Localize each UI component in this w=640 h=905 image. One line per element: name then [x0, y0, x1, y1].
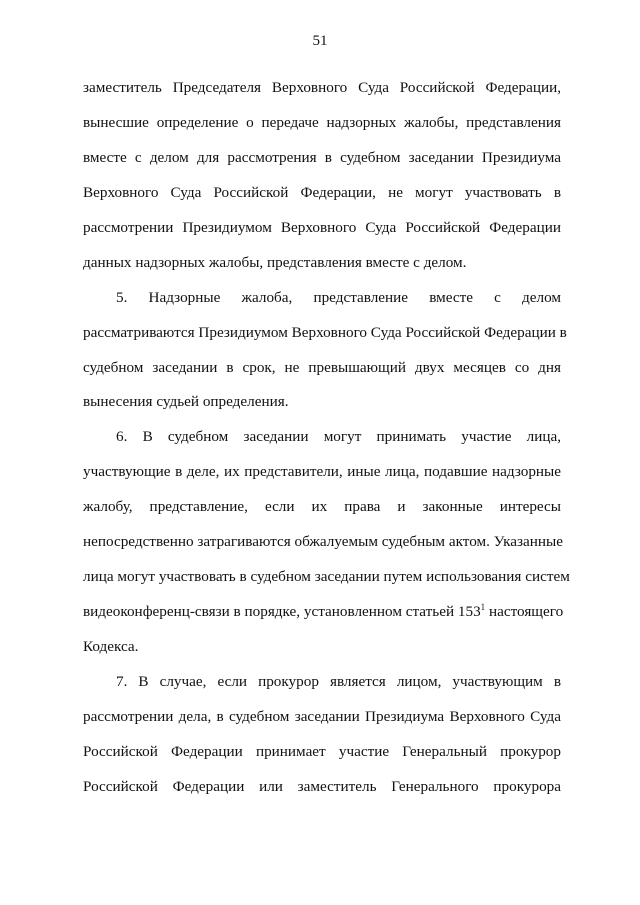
text-line: [83, 148, 561, 168]
text-line: [83, 462, 561, 482]
line-text: вынесшие определение о передаче надзорных жалобы, представления: [83, 114, 561, 131]
line-text: Российской Федерации принимает участие Генеральный прокурор: [83, 743, 561, 760]
line-text: рассмотрении дела, в судебном заседании Президиума Верховного Суда: [83, 708, 561, 725]
text-line: [83, 532, 561, 552]
line-text: видеоконференц-связи в порядке, установленном статьей 153: [83, 603, 481, 620]
text-line: [83, 78, 561, 98]
line-text: 7. В случае, если прокурор является лицом, участвующим в: [116, 673, 561, 690]
line-text: участвующие в деле, их представители, иные лица, подавшие надзорные: [83, 463, 561, 480]
line-text: судебном заседании в срок, не превышающий двух месяцев со дня: [83, 359, 561, 376]
text-line: [83, 742, 561, 762]
text-line: [83, 358, 561, 378]
line-text: жалобу, представление, если их права и законные интересы: [83, 498, 561, 515]
line-text: рассматриваются Президиумом Верховного Суда Российской Федерации в: [83, 324, 567, 341]
line-text: лица могут участвовать в судебном заседании путем использования систем: [83, 568, 570, 585]
text-line: [83, 637, 561, 657]
line-text: непосредственно затрагиваются обжалуемым судебным актом. Указанные: [83, 533, 563, 550]
text-line: [83, 113, 561, 133]
text-line: [83, 601, 564, 622]
text-line: [83, 567, 570, 587]
text-line: [83, 323, 567, 343]
text-line: [116, 288, 561, 308]
line-text: Верховного Суда Российской Федерации, не могут участвовать в: [83, 184, 561, 201]
line-text: вместе с делом для рассмотрения в судебном заседании Президиума: [83, 149, 561, 166]
text-line: [83, 253, 561, 273]
text-line: [83, 777, 561, 797]
line-text: рассмотрении Президиумом Верховного Суда Российской Федерации: [83, 219, 561, 236]
text-line: [83, 497, 561, 517]
line-text: заместитель Председателя Верховного Суда Российской Федерации,: [83, 79, 561, 96]
text-line: [83, 183, 561, 203]
text-line: [116, 672, 561, 692]
line-text: Российской Федерации или заместитель Генерального прокурора: [83, 778, 561, 795]
line-text-tail: настоящего: [485, 603, 564, 620]
line-text: Кодекса.: [83, 638, 139, 655]
text-line: [116, 427, 561, 447]
line-text: вынесения судьей определения.: [83, 393, 289, 410]
footnote-superscript: 1: [480, 601, 486, 612]
page-number: 51: [312, 33, 328, 49]
text-line: [83, 392, 561, 412]
line-text: 5. Надзорные жалоба, представление вместе с делом: [116, 289, 561, 306]
text-line: [83, 707, 561, 727]
text-line: [83, 218, 561, 238]
line-text: данных надзорных жалобы, представления вместе с делом.: [83, 254, 467, 271]
line-text: 6. В судебном заседании могут принимать участие лица,: [116, 428, 561, 445]
